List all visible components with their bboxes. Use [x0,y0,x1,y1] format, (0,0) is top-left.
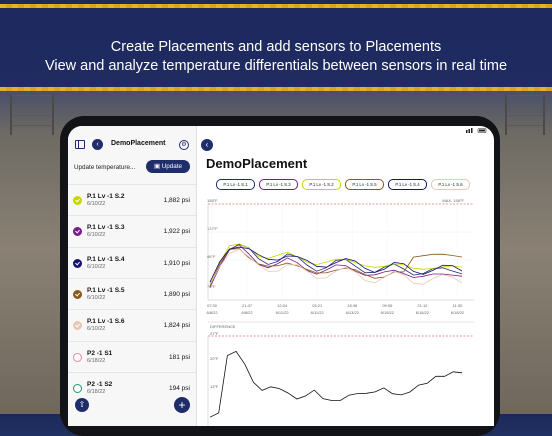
x-tick-label: 09:55 [382,303,393,308]
y-tick-label: 20°F [210,356,219,361]
sidebar-title: DemoPlacement [111,140,166,147]
sensor-name: P2 -1 S1 [87,349,113,357]
x-date-label: 6/8/22 [241,310,253,315]
x-tick-label: 12:04 [277,303,288,308]
sensor-date: 6/18/22 [87,357,106,364]
sensor-name: P.1 Lv -1 S.4 [87,255,125,263]
empty-circle-icon[interactable] [73,384,82,393]
placement-title: DemoPlacement [206,156,308,171]
max-threshold-label: MAX. 158°F [442,198,464,203]
sensor-strength: 1,910 psi [163,259,190,267]
promo-headline [0,38,552,76]
x-tick-label: 11:30 [452,303,463,308]
main-back-button[interactable]: ‹ [201,139,213,151]
background-scaffold [10,95,54,135]
sensor-date: 6/10/22 [87,232,106,239]
y-tick-label: 86°F [207,254,216,259]
x-tick-label: 21:47 [242,303,253,308]
x-tick-label: 18:38 [347,303,358,308]
y-tick-label: 70°F [207,284,216,289]
empty-circle-icon[interactable] [73,353,82,362]
sensor-name: P.1 Lv -1 S.6 [87,318,125,326]
sensor-temperature-line [210,249,462,287]
promo-line-1: Create Placements and add sensors to Placements [110,39,442,55]
y-tick-label: 122°F [207,226,218,231]
checked-circle-icon[interactable] [73,196,82,205]
gear-icon[interactable]: ⚙ [179,140,189,150]
y-tick-label: 27°F [210,331,219,336]
sensor-temperature-line [210,245,462,287]
sensor-strength: 194 psi [169,384,190,392]
x-tick-label: 07:30 [206,303,218,308]
x-date-label: 6/11/22 [310,310,324,315]
sensor-temperature-line [210,249,462,285]
sensor-name: P.1 Lv -1 S.3 [87,224,125,232]
app-screen [68,126,494,426]
update-status-text: Update temperature... [74,164,136,171]
sensor-strength: 1,922 psi [163,228,190,236]
sensor-strength: 1,824 psi [163,322,190,330]
difference-line [210,351,462,417]
sensor-name: P.1 Lv -1 S.2 [87,193,125,200]
sensor-temperature-line [210,244,462,284]
sensor-strength: 1,890 psi [163,290,190,298]
temperature-chart [196,194,494,426]
sensor-chip[interactable]: P.1 Lv -1 S.2 [302,179,341,190]
update-button[interactable]: ▣ Update [146,160,190,173]
sensor-name: P2 -1 S2 [87,380,113,388]
checked-circle-icon[interactable] [73,321,82,330]
promo-line-2: View and analyze temperature differentials between sensors in real time [44,58,508,74]
x-date-label: 6/15/22 [380,310,395,315]
status-icons [466,128,488,133]
bottom-stripe [0,87,552,91]
sensor-date: 6/10/22 [87,294,106,301]
top-stripe [0,4,552,8]
checked-circle-icon[interactable] [73,227,82,236]
y-tick-label: 158°F [207,198,218,203]
sensor-chip[interactable]: P.1 Lv -1 S.6 [431,179,470,190]
checked-circle-icon[interactable] [73,290,82,299]
difference-chart-title: DIFFERENCE [210,324,236,329]
sensor-name: P.1 Lv -1 S.5 [87,286,125,294]
sensor-date: 6/18/22 [87,388,106,395]
background-scaffold [505,95,545,135]
add-sensor-button[interactable]: + [174,397,190,413]
sensor-row[interactable] [68,215,196,247]
sensor-row[interactable] [68,247,196,279]
x-tick-label: 21:12 [417,303,428,308]
sensor-date: 6/10/22 [87,201,106,207]
sensor-sidebar [68,126,197,426]
sensor-date: 6/10/22 [87,263,106,270]
sidebar-toggle-icon[interactable] [75,140,85,149]
sensor-chip[interactable]: P.1 Lv -1 S.5 [345,179,384,190]
sensor-temperature-line [210,244,462,285]
sensor-date: 6/10/22 [87,326,106,333]
sensor-chip[interactable]: P.1 Lv -1 S.3 [259,179,298,190]
x-date-label: 6/16/22 [415,310,430,315]
x-date-label: 6/8/22 [206,310,218,315]
sensor-row[interactable] [68,309,196,341]
x-date-label: 6/11/22 [275,310,289,315]
sensor-chip[interactable]: P.1 Lv -1 S.4 [388,179,427,190]
sensor-row[interactable] [68,341,196,373]
y-tick-label: 13°F [210,384,219,389]
x-date-label: 6/18/22 [450,310,465,315]
checked-circle-icon[interactable] [73,259,82,268]
share-icon[interactable]: ⇧ [75,398,89,412]
sensor-row[interactable] [68,184,196,216]
back-button[interactable]: ‹ [92,139,103,150]
sensor-row[interactable] [68,278,196,310]
update-button-label: Update [161,163,182,170]
x-tick-label: 03:21 [312,303,323,308]
x-date-label: 6/13/22 [345,310,359,315]
sensor-strength: 181 psi [169,353,190,361]
sensor-strength: 1,882 psi [163,197,190,204]
sensor-chip[interactable]: P.1 Lv -1 S.1 [216,179,255,190]
